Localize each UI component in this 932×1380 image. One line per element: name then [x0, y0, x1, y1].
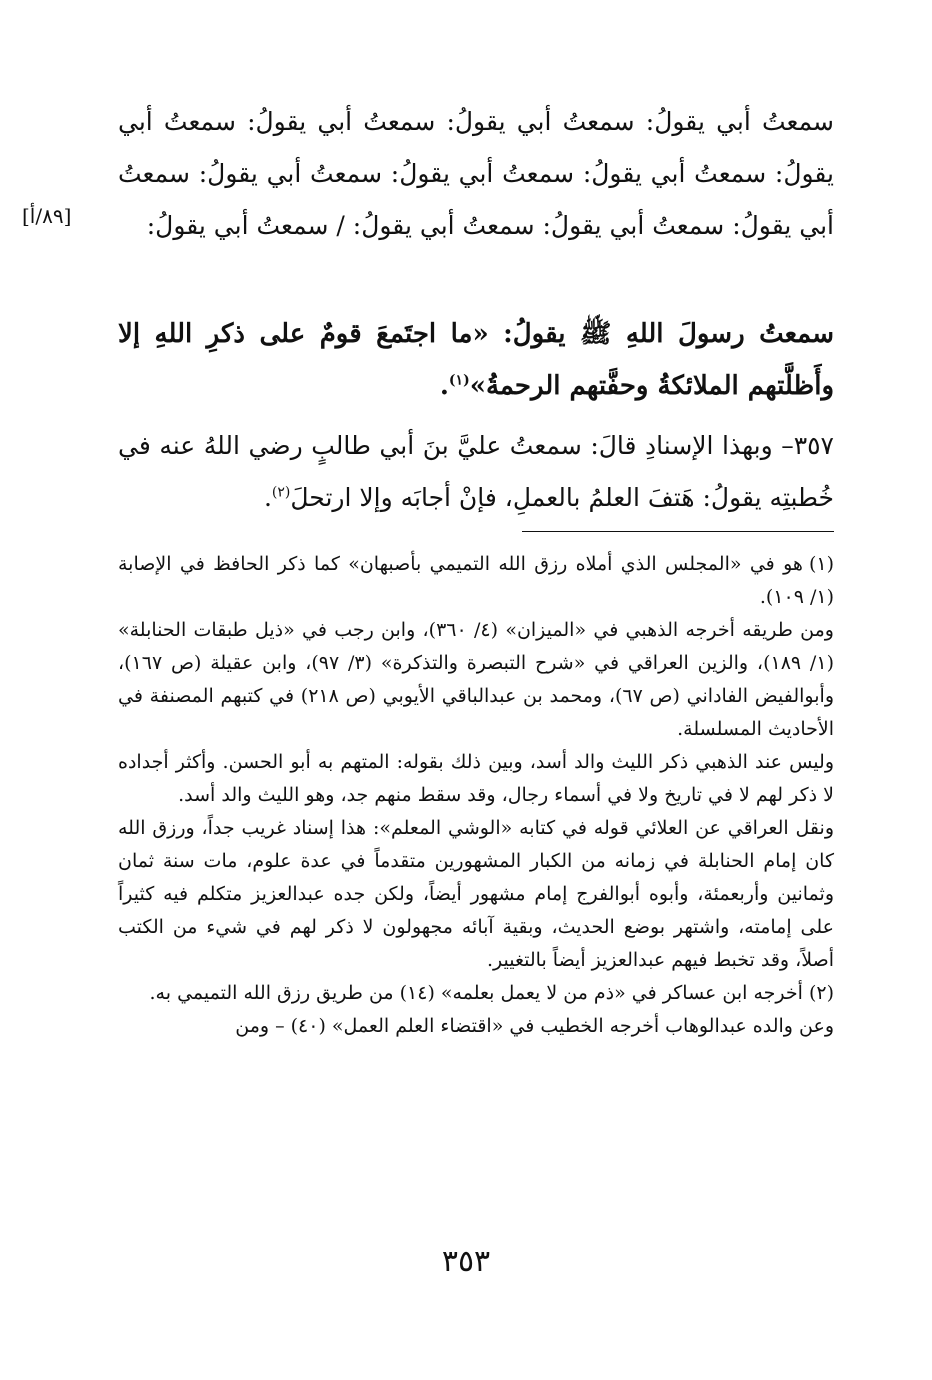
- paragraph-357: [118, 420, 834, 524]
- footnote-number: (٢): [808, 982, 834, 1004]
- footnote-marker-1[interactable]: (١): [448, 372, 470, 389]
- page-number: ٣٥٣: [441, 1244, 491, 1279]
- footnote-text: أخرجه ابن عساكر في «ذم من لا يعمل بعلمه» (١٤) من طريق رزق الله التميمي به.: [149, 982, 803, 1004]
- footnote: [118, 746, 834, 812]
- isnad-chain-paragraph: [118, 96, 834, 252]
- footnote: [118, 977, 834, 1010]
- footnote-text: وليس عند الذهبي ذكر الليث والد أسد، وبين ذلك بقوله: المتهم به أبو الحسن. وأكثر أجداده لا ذكر لهم لا في تاريخ ولا في أسماء رجال، وقد سقط منهم جد، وهو الليث والد أسد.: [118, 751, 834, 806]
- footnote-text: ونقل العراقي عن العلائي قوله في كتابه «الوشي المعلم»: هذا إسناد غريب جداً، ورزق الله كان إمام الحنابلة في زمانه من الكبار المشهورين متقدماً في عدة علوم، مات سنة ثمان وثمانين وأربعمئة، وأبوه أبوالفرج إمام مشهور أيضاً، ولكن جده عبدالعزيز متكلم فيه كثيراً على إمامته، واشتهر بوضع الحديث، وبقية آبائه مجهولون لا ذكر لهم في شيء من الكتب أصلاً، وقد تخبط فيهم عبدالعزيز أيضاً بالتغيير.: [118, 817, 834, 971]
- footnote-text: وعن والده عبدالوهاب أخرجه الخطيب في «اقتضاء العلم العمل» (٤٠) – ومن: [235, 1015, 834, 1037]
- footnote-number: (١): [808, 553, 834, 575]
- manuscript-folio-reference: [٨٩/أ]: [22, 204, 72, 228]
- footnotes-section: [118, 548, 834, 1043]
- footnote: [118, 812, 834, 977]
- footnote: [118, 548, 834, 614]
- footnote: [118, 1010, 834, 1043]
- hadith-paragraph: [118, 308, 834, 412]
- footnote: [118, 614, 834, 746]
- isnad-chain-text: سمعتُ أبي يقولُ: سمعتُ أبي يقولُ: سمعتُ أبي يقولُ: سمعتُ أبي يقولُ: سمعتُ أبي يقولُ: سمعتُ أبي يقولُ: سمعتُ أبي يقولُ: سمعتُ أبي يقولُ: سمعتُ أبي يقولُ: سمعتُ أبي يقولُ: / سمعتُ أبي يقولُ:: [118, 107, 834, 240]
- footnote-text: ومن طريقه أخرجه الذهبي في «الميزان» (٤/ ٣٦٠)، وابن رجب في «ذيل طبقات الحنابلة» (١/ ١٨٩)، والزين العراقي في «شرح التبصرة والتذكرة» (٣/ ٩٧)، وابن عقيلة (ص ١٦٧)، وأبوالفيض الفاداني (ص ٦٧)، ومحمد بن عبدالباقي الأيوبي (ص ٢١٨) في كتبهم المصنفة في الأحاديث المسلسلة.: [118, 619, 834, 740]
- paragraph-357-end: .: [263, 483, 272, 512]
- paragraph-357-text: ٣٥٧– وبهذا الإسنادِ قالَ: سمعتُ عليَّ بنَ أبي طالبٍ رضي اللهُ عنه في خُطبتِه يقولُ: هَتفَ العلمُ بالعملِ، فإنْ أجابَه وإلا ارتحلَ: [118, 431, 834, 512]
- hadith-text: سمعتُ رسولَ اللهِ ﷺ يقولُ: «ما اجتَمعَ قومٌ على ذكرِ اللهِ إلا وأَظلَّتهم الملائكةُ وحفَّتهم الرحمةُ»: [118, 319, 834, 401]
- hadith-end-period: .: [439, 371, 449, 401]
- footnote-separator: [522, 531, 834, 532]
- footnote-text: هو في «المجلس الذي أملاه رزق الله التميمي بأصبهان» كما ذكر الحافظ في الإصابة (١/ ١٠٩).: [118, 553, 834, 608]
- footnote-marker-2[interactable]: (٢): [271, 484, 291, 501]
